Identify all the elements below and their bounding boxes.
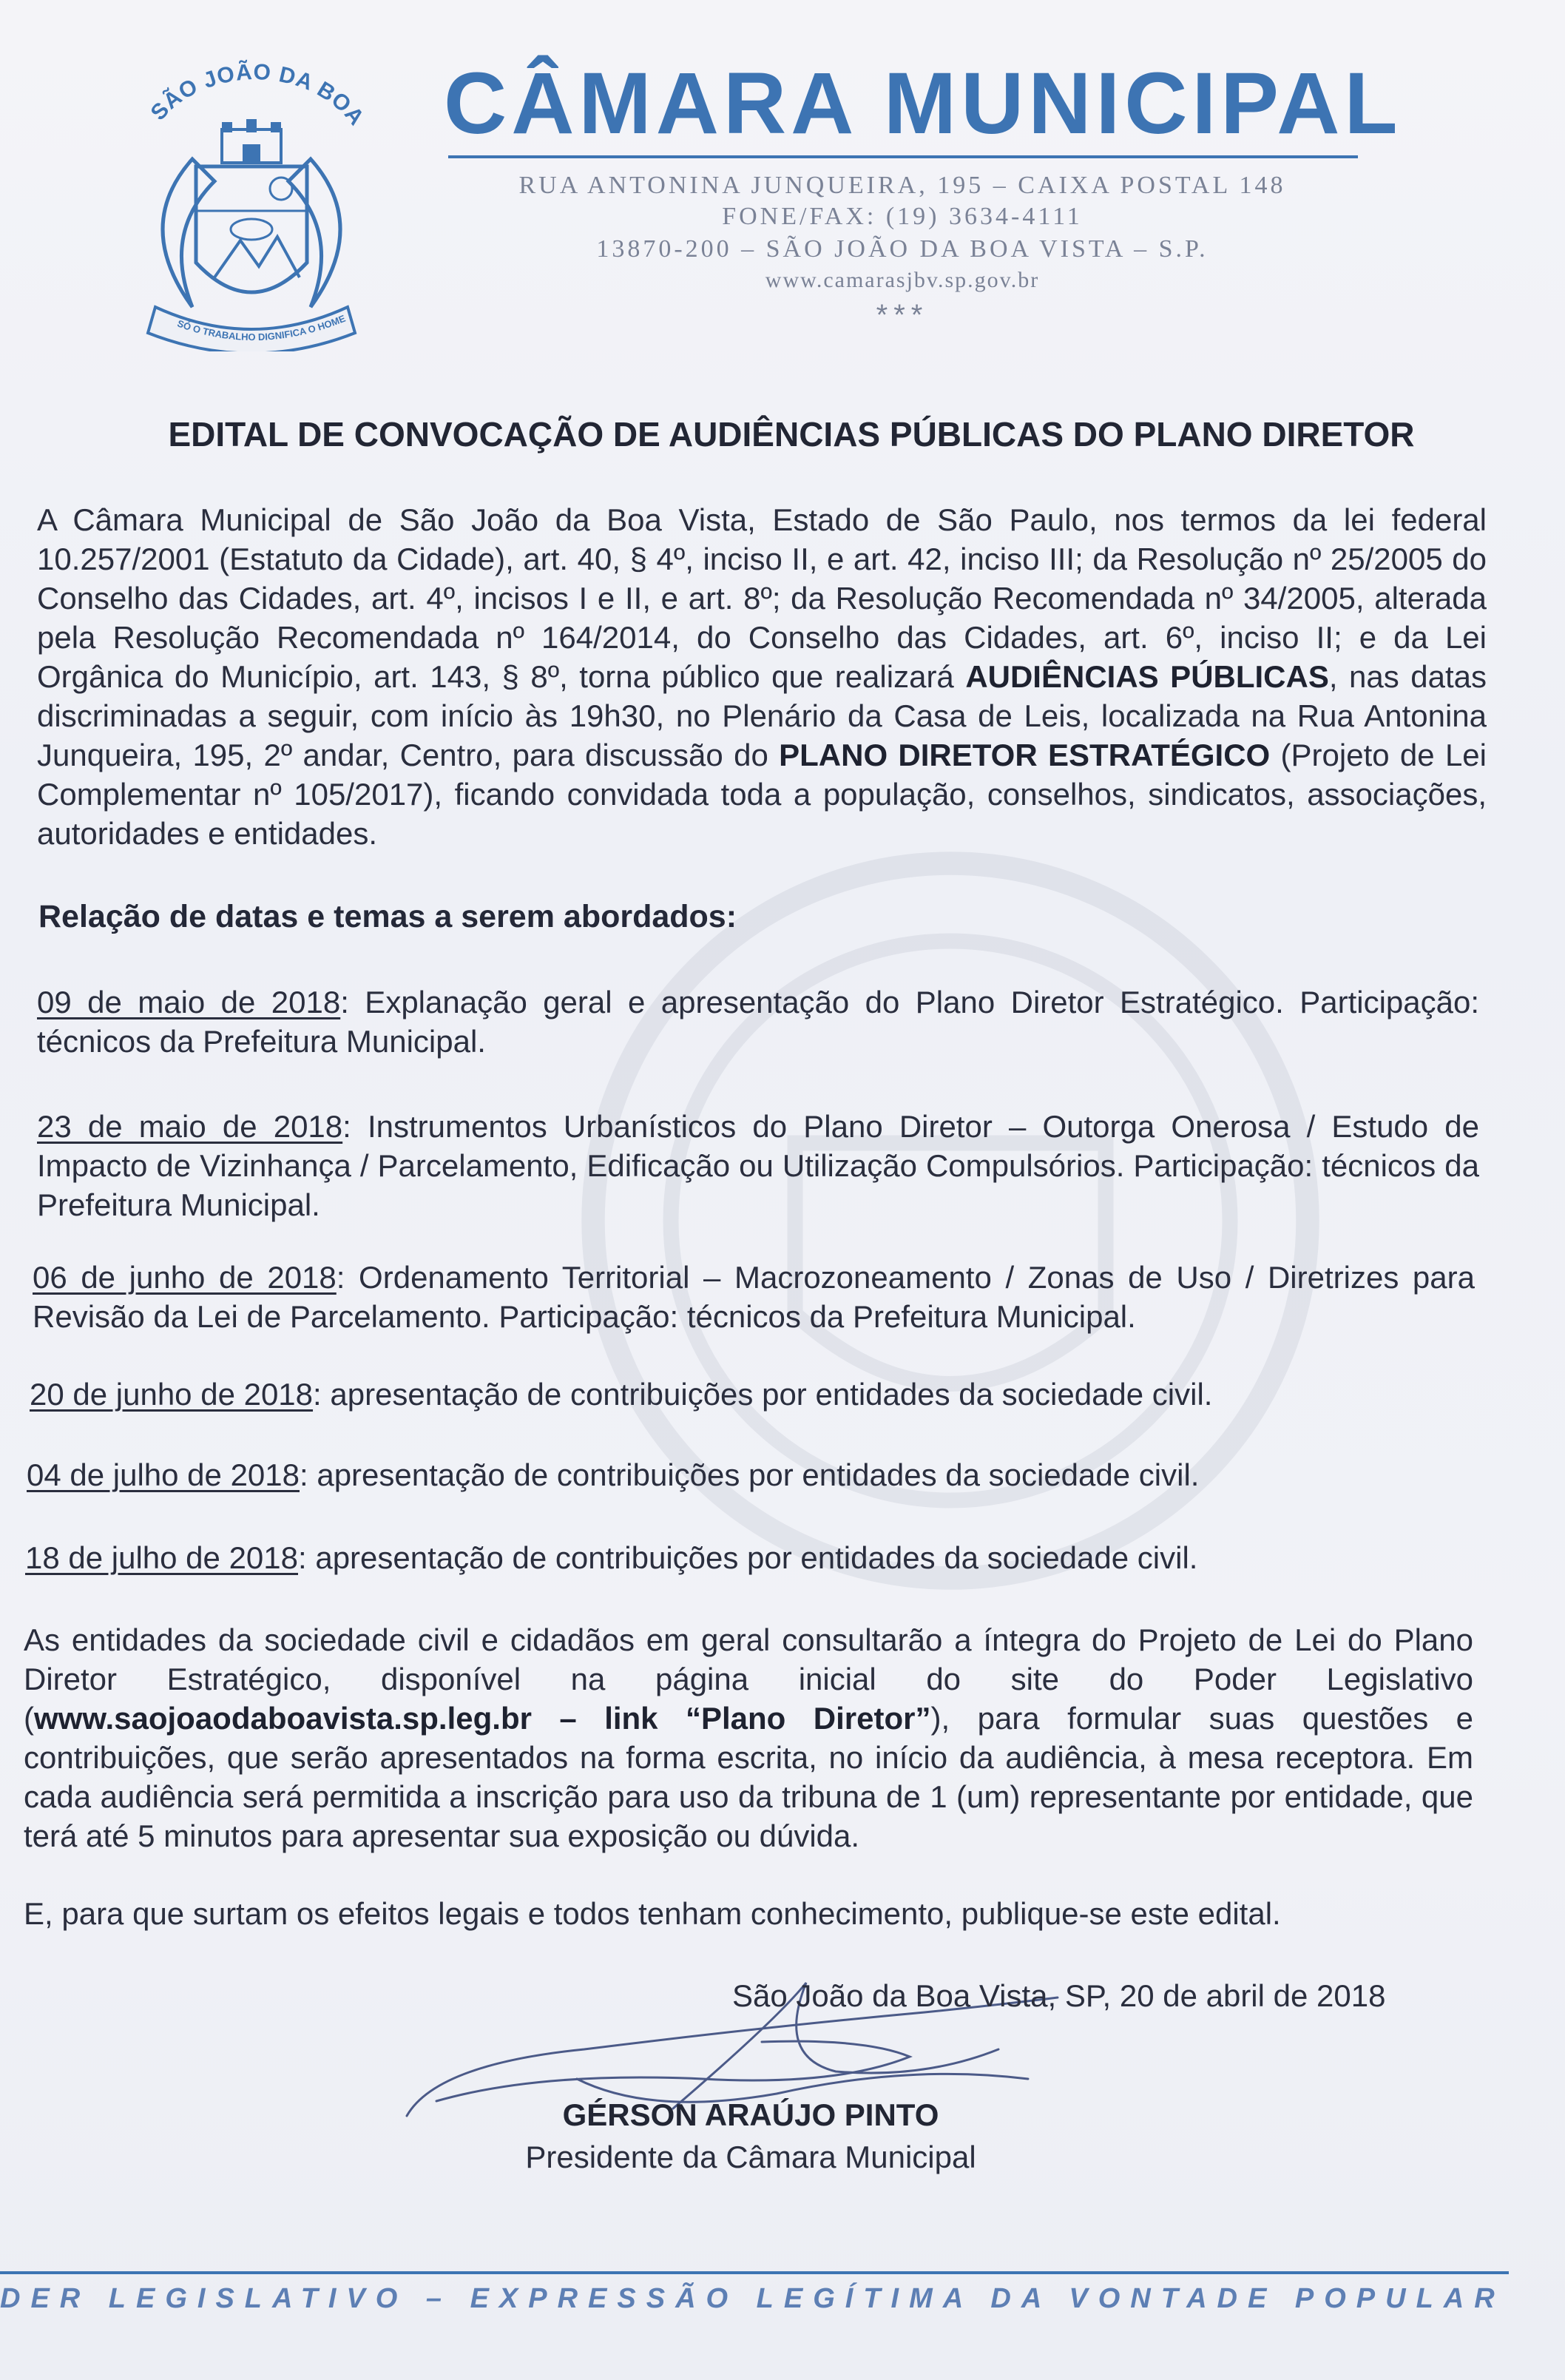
schedule-entry	[33, 1258, 1475, 1336]
schedule-date: 23 de maio de 2018	[37, 1109, 343, 1144]
title-divider	[448, 155, 1358, 158]
signer-name: GÉRSON ARAÚJO PINTO	[562, 2097, 939, 2132]
address-line-1: RUA ANTONINA JUNQUEIRA, 195 – CAIXA POSTAL 148	[518, 172, 1286, 199]
footer-divider	[0, 2271, 1509, 2274]
place-and-date: São João da Boa Vista, SP, 20 de abril de 2018	[732, 1978, 1386, 2013]
closing-paragraph	[24, 1620, 1473, 1855]
closing-website-link[interactable]: www.saojoaodaboavista.sp.leg.br – link “Plano Diretor”	[34, 1701, 931, 1736]
intro-bold-audiencias: AUDIÊNCIAS PÚBLICAS	[965, 659, 1329, 694]
header-website: www.camarasjbv.sp.gov.br	[765, 268, 1040, 292]
footer-slogan: DER LEGISLATIVO – EXPRESSÃO LEGÍTIMA DA VONTADE POPULAR	[0, 2283, 1505, 2314]
schedule-entry	[25, 1538, 1467, 1577]
closing-text-2: ), para formular suas questões e contribuições, que serão apresentados na forma escrita, no início da audiência, à mesa receptora. Em cada audiência será permitida a inscrição para uso da tribuna de 1 (um) representante por entidade, que terá até 5 minutos para apresentar sua exposição ou dúvida.	[24, 1701, 1473, 1853]
schedule-entry	[27, 1455, 1469, 1494]
signer-role: Presidente da Câmara Municipal	[525, 2140, 976, 2174]
schedule-topic: : apresentação de contribuições por entidades da sociedade civil.	[298, 1540, 1198, 1575]
schedule-entry	[37, 1107, 1479, 1224]
schedule-topic: : Ordenamento Territorial – Macrozoneamento / Zonas de Uso / Diretrizes para Revisão da Lei de Parcelamento. Participação: técnicos da Prefeitura Municipal.	[33, 1260, 1475, 1334]
svg-text:SÃO JOÃO DA BOA VISTA	[111, 41, 368, 129]
closing-text-1: As entidades da sociedade civil e cidadãos em geral consultarão a íntegra do Projeto de Lei do Plano Diretor Estratégico, disponível na página inicial do site do Poder Legislativo (	[24, 1622, 1473, 1736]
address-line-3: 13870-200 – SÃO JOÃO DA BOA VISTA – S.P.	[596, 235, 1209, 263]
address-phone: FONE/FAX: (19) 3634-4111	[722, 203, 1083, 230]
crest-motto-bottom: SÓ O TRABALHO DIGNIFICA O HOME	[175, 312, 348, 343]
intro-text-1: A Câmara Municipal de São João da Boa Vista, Estado de São Paulo, nos termos da lei federal 10.257/2001 (Estatuto da Cidade), art. 40, § 4º, inciso II, e art. 42, inciso III; da Resolução nº 25/2005 do Conselho das Cidades, art. 4º, incisos I e II, e art. 8º; da Resolução Recomendada nº 34/2005, alterada pela Resolução Recomendada nº 164/2014, do Conselho das Cidades, art. 6º, inciso II; e da Lei Orgânica do Município, art. 143, § 8º, torna público que realizará	[37, 502, 1487, 694]
schedule-date: 09 de maio de 2018	[37, 985, 341, 1019]
schedule-topic: : Explanação geral e apresentação do Plano Diretor Estratégico. Participação: técnicos da Prefeitura Municipal.	[37, 985, 1480, 1059]
schedule-date: 06 de junho de 2018	[33, 1260, 337, 1295]
institution-title: CÂMARA MUNICIPAL	[444, 55, 1402, 152]
schedule-entry	[37, 982, 1479, 1061]
crest-motto-top: SÃO JOÃO DA BOA	[146, 59, 369, 130]
schedule-subheading: Relação de datas e temas a serem abordados:	[38, 899, 737, 934]
intro-bold-plano: PLANO DIRETOR ESTRATÉGICO	[779, 738, 1271, 772]
schedule-topic: : Instrumentos Urbanísticos do Plano Diretor – Outorga Onerosa / Estudo de Impacto de Vizinhança / Parcelamento, Edificação ou Utilização Compulsórios. Participação: técnicos da Prefeitura Municipal.	[37, 1109, 1479, 1222]
final-sentence: E, para que surtam os efeitos legais e todos tenham conhecimento, publique-se este edital.	[24, 1896, 1281, 1931]
schedule-date: 18 de julho de 2018	[25, 1540, 298, 1575]
schedule-topic: : apresentação de contribuições por entidades da sociedade civil.	[313, 1377, 1213, 1412]
intro-paragraph	[37, 500, 1487, 853]
header-stars: ***	[876, 299, 929, 331]
municipal-crest-logo	[111, 41, 392, 351]
schedule-date: 20 de junho de 2018	[30, 1377, 314, 1412]
intro-text-2: , nas datas discriminadas a seguir, com início às 19h30, no Plenário da Casa de Leis, localizada na Rua Antonina Junqueira, 195, 2º andar, Centro, para discussão do	[37, 659, 1487, 772]
schedule-date: 04 de julho de 2018	[27, 1457, 300, 1492]
schedule-topic: : apresentação de contribuições por entidades da sociedade civil.	[300, 1457, 1200, 1492]
schedule-entry	[30, 1375, 1472, 1414]
intro-text-3: (Projeto de Lei Complementar nº 105/2017), ficando convidada toda a população, conselhos, sindicatos, associações, autoridades e entidades.	[37, 738, 1487, 851]
document-heading: EDITAL DE CONVOCAÇÃO DE AUDIÊNCIAS PÚBLICAS DO PLANO DIRETOR	[168, 415, 1415, 454]
